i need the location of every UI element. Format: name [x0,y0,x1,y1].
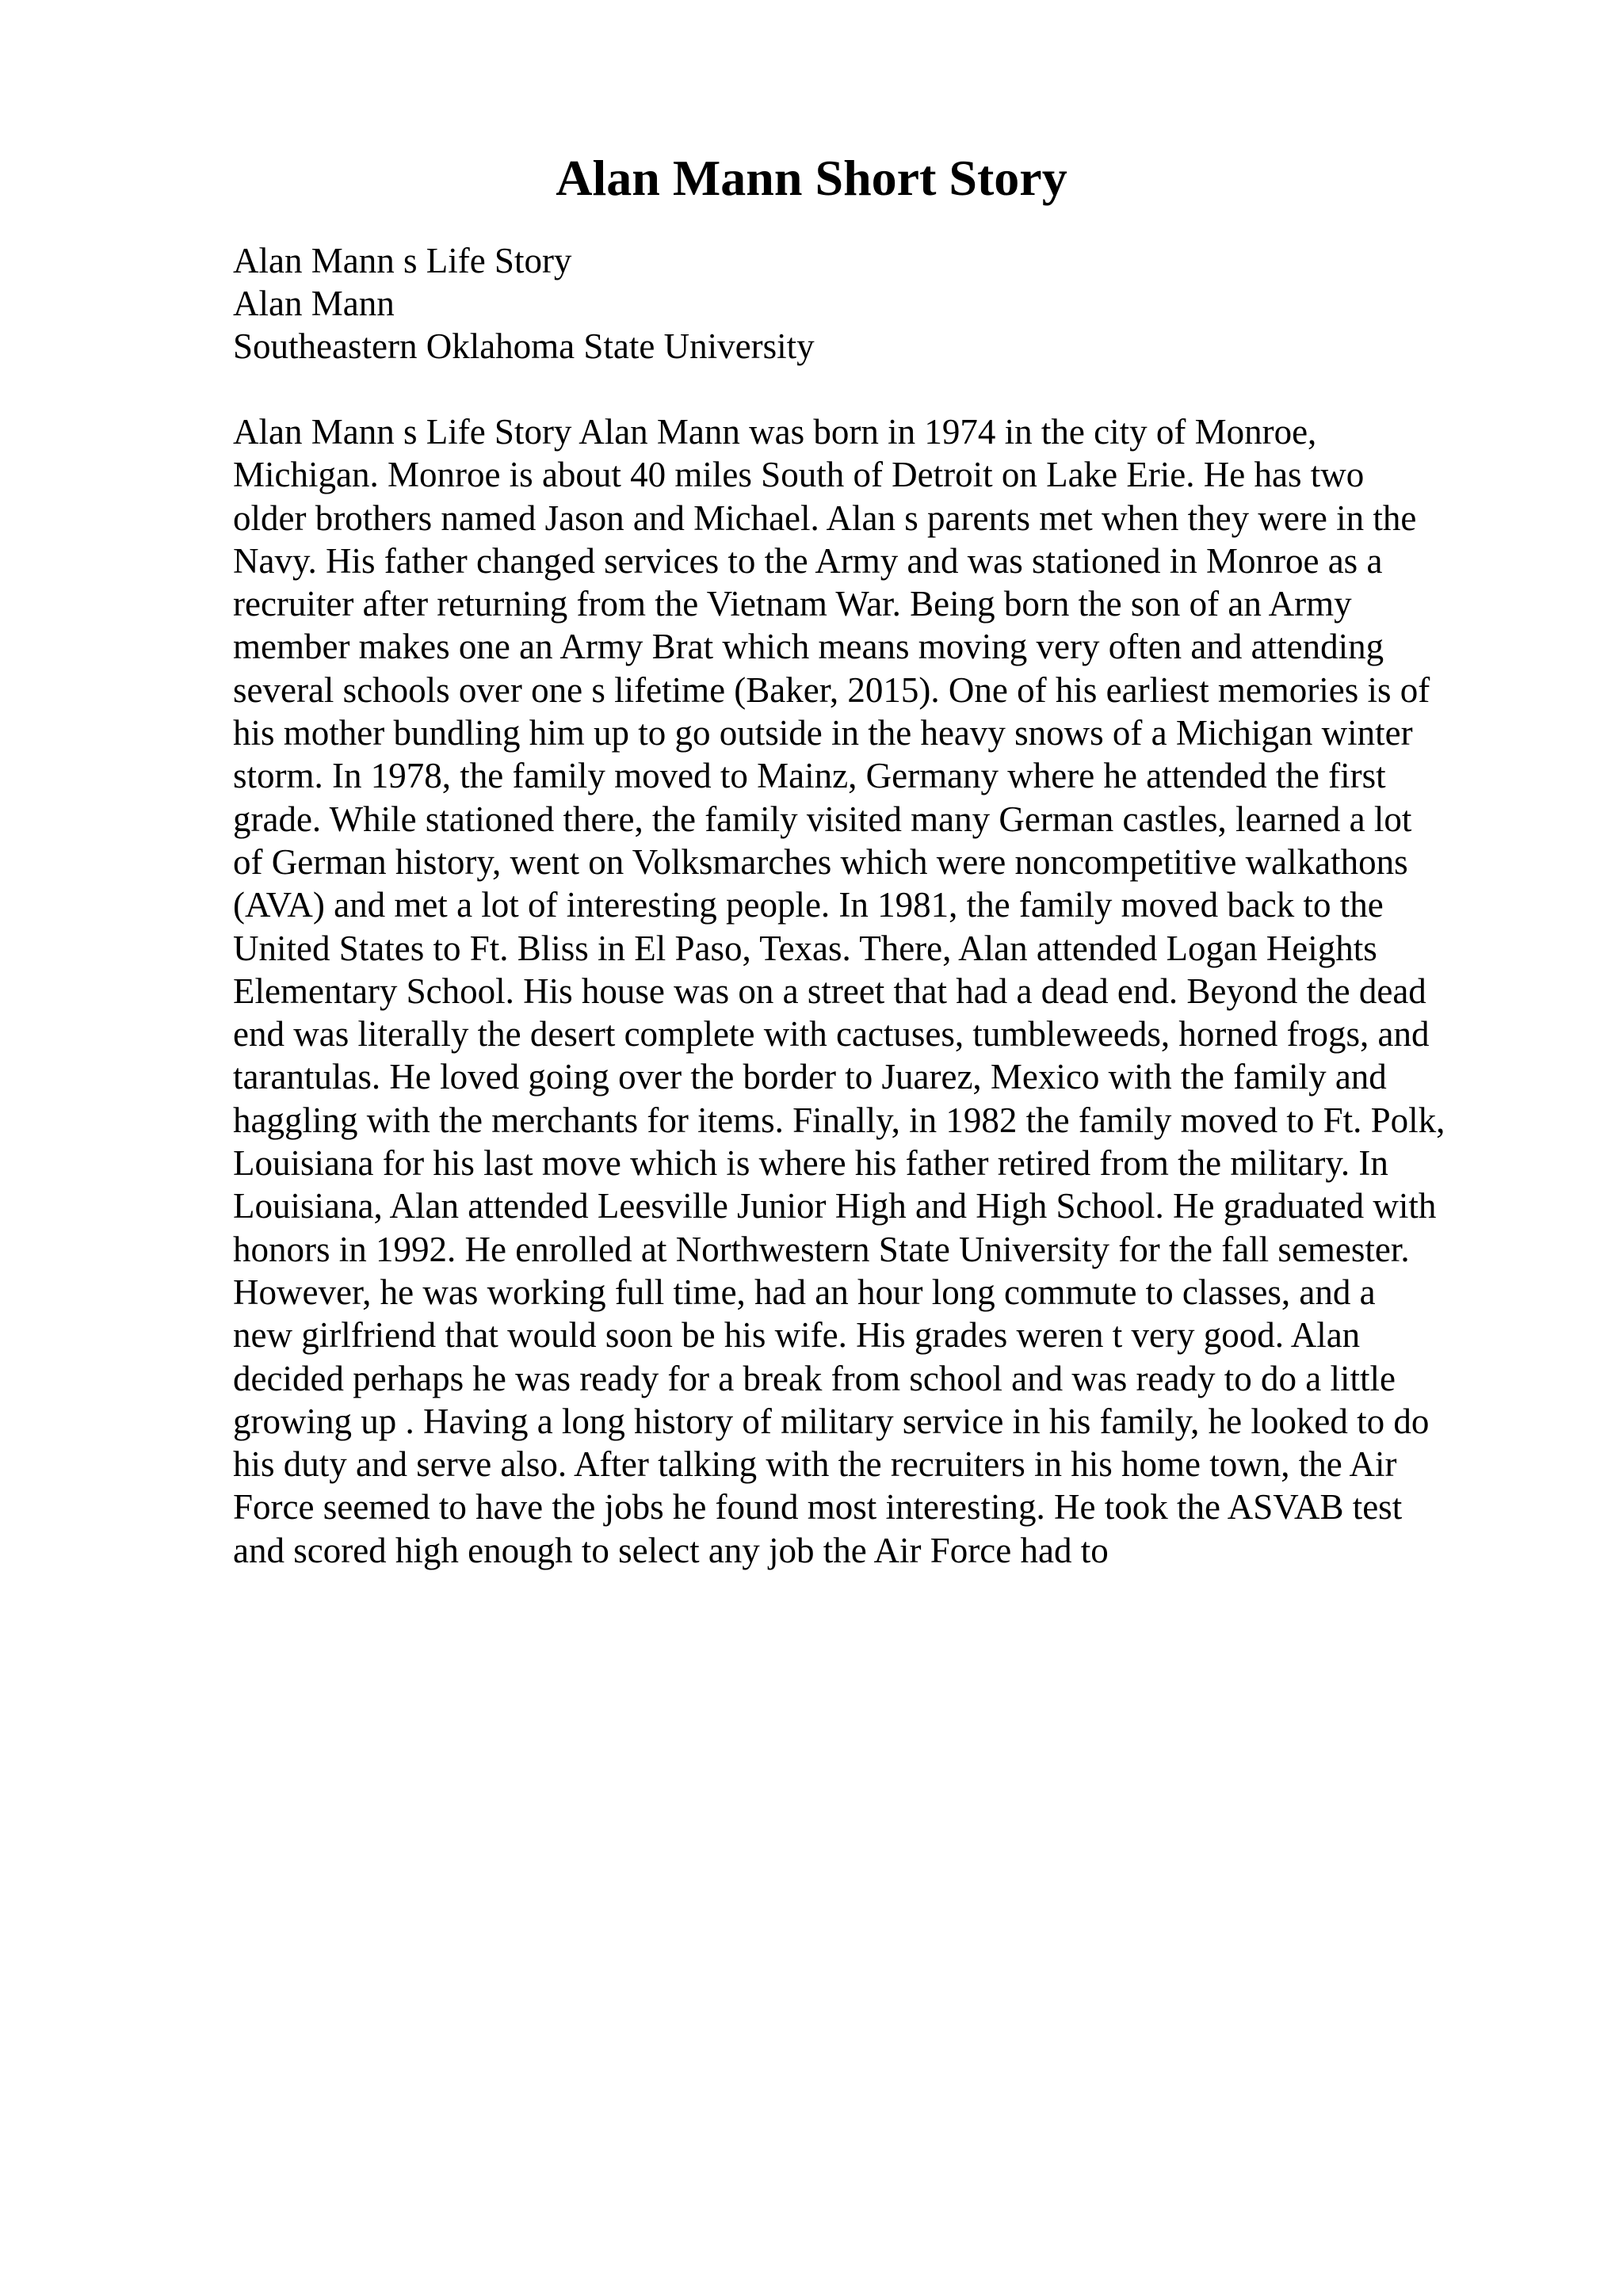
body-line: United States to Ft. Bliss in El Paso, Texas. There, Alan attended Logan Heights [233,928,1377,968]
body-line: member makes one an Army Brat which means moving very often and attending [233,627,1384,667]
body-line: tarantulas. He loved going over the border to Juarez, Mexico with the family and [233,1057,1387,1097]
body-line: new girlfriend that would soon be his wife. His grades weren t very good. Alan [233,1315,1361,1356]
body-line: older brothers named Jason and Michael. Alan s parents met when they were in the [233,498,1417,538]
body-line: Louisiana, Alan attended Leesville Junior High and High School. He graduated with [233,1186,1437,1226]
header-line-author: Alan Mann [233,284,395,323]
body-line: haggling with the merchants for items. Finally, in 1982 the family moved to Ft. Polk, [233,1100,1445,1140]
body-line: and scored high enough to select any job the Air Force had to [233,1530,1109,1570]
body-line: of German history, went on Volksmarches which were noncompetitive walkathons [233,841,1408,882]
body-line: recruiter after returning from the Vietnam War. Being born the son of an Army [233,584,1352,624]
body-line: decided perhaps he was ready for a break from school and was ready to do a little [233,1358,1396,1398]
body-line: Louisiana for his last move which is where his father retired from the military. In [233,1143,1388,1184]
body-line: his duty and serve also. After talking with the recruiters in his home town, the Air [233,1444,1397,1485]
body-line: Alan Mann s Life Story Alan Mann was born in 1974 in the city of Monroe, [233,412,1317,452]
document-title: Alan Mann Short Story [556,150,1067,206]
body-line: (AVA) and met a lot of interesting people. In 1981, the family moved back to the [233,885,1384,925]
body-line: his mother bundling him up to go outside in the heavy snows of a Michigan winter [233,713,1413,753]
body-line: honors in 1992. He enrolled at Northwestern State University for the fall semester. [233,1229,1410,1269]
body-line: Elementary School. His house was on a street that had a dead end. Beyond the dead [233,971,1426,1011]
body-paragraph [233,410,1517,1572]
body-line: several schools over one s lifetime (Baker, 2015). One of his earliest memories is of [233,669,1430,710]
document-header [233,239,1501,368]
header-line-institution: Southeastern Oklahoma State University [233,326,815,366]
body-line: Force seemed to have the jobs he found most interesting. He took the ASVAB test [233,1487,1403,1527]
body-line: grade. While stationed there, the family visited many German castles, learned a lot [233,799,1412,839]
body-line: Michigan. Monroe is about 40 miles South of Detroit on Lake Erie. He has two [233,455,1365,495]
body-line: storm. In 1978, the family moved to Mainz, Germany where he attended the first [233,756,1386,796]
body-line: end was literally the desert complete with cactuses, tumbleweeds, horned frogs, and [233,1014,1430,1055]
body-line: growing up . Having a long history of military service in his family, he looked to do [233,1401,1430,1441]
header-line-running-title: Alan Mann s Life Story [233,241,572,280]
body-line: However, he was working full time, had an hour long commute to classes, and a [233,1272,1376,1312]
body-line: Navy. His father changed services to the Army and was stationed in Monroe as a [233,540,1383,581]
